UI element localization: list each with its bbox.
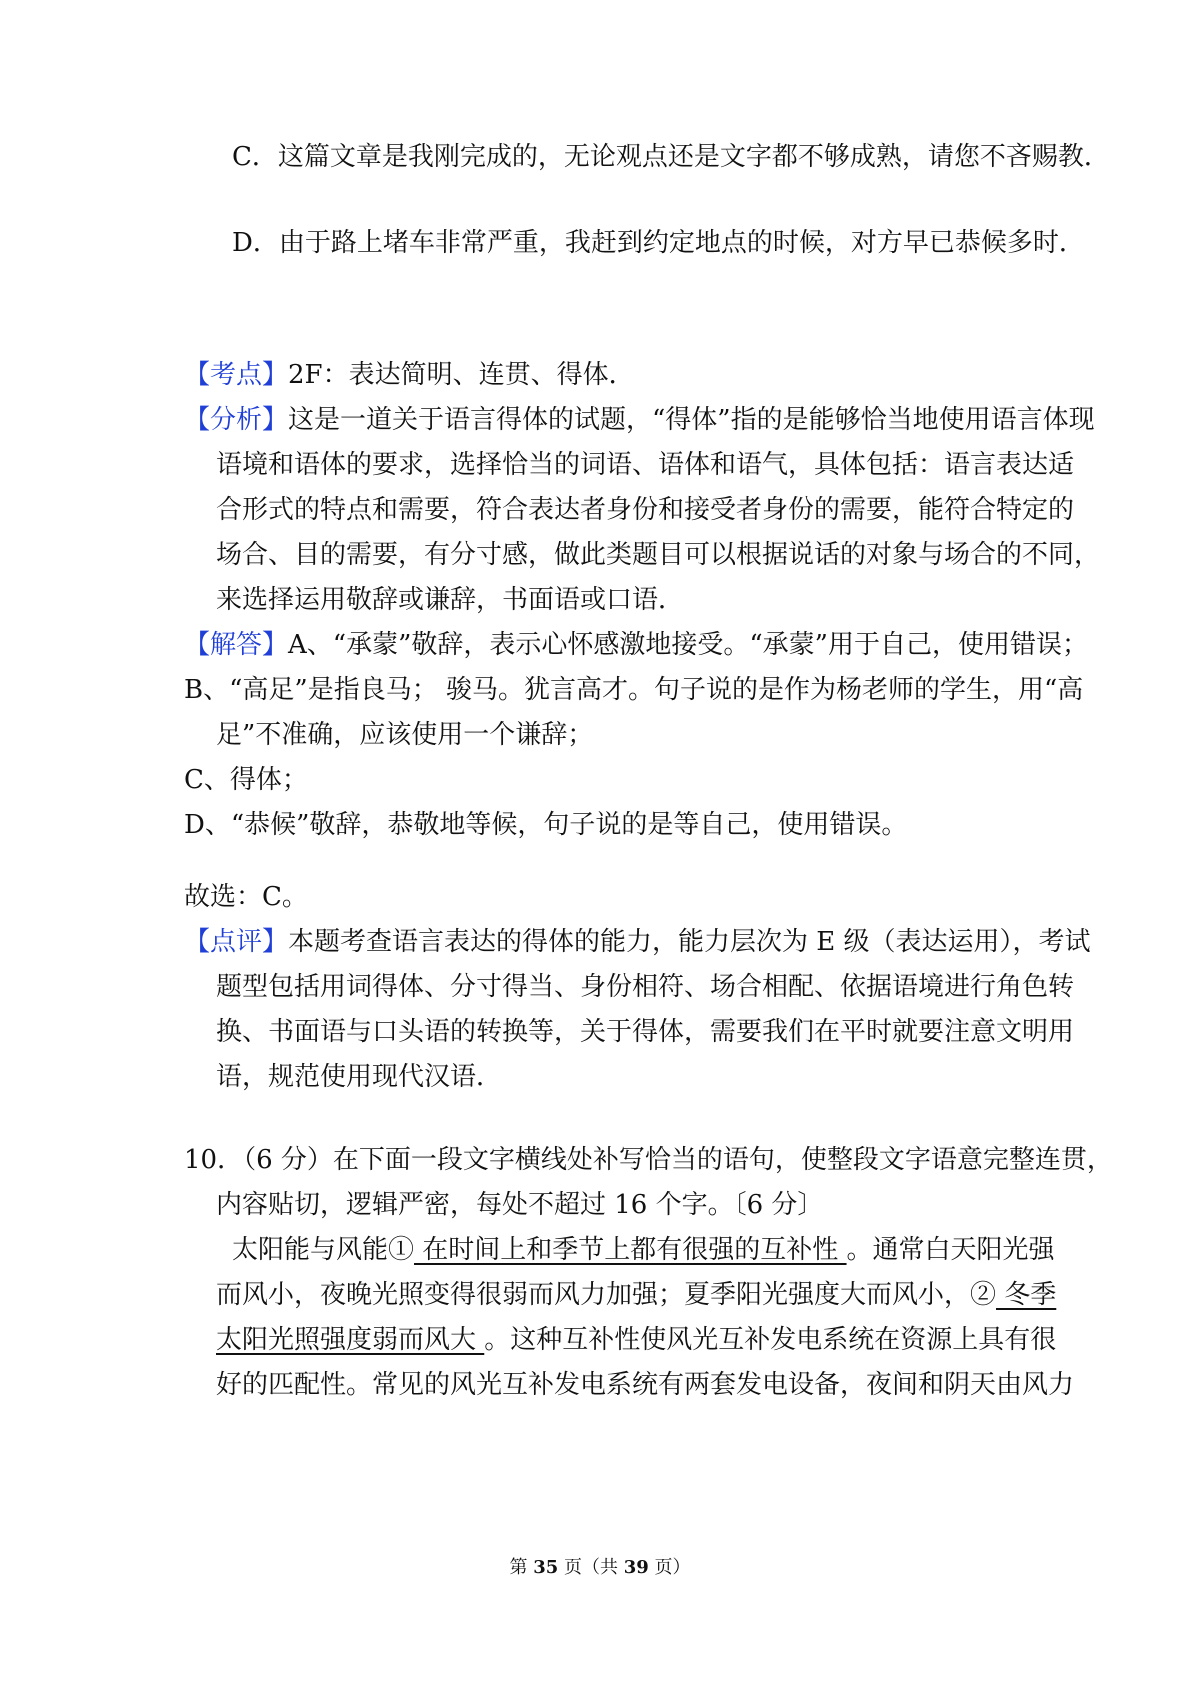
- passage-text-3b: 。这种互补性使风光互补发电系统在资源上具有很: [484, 1325, 1057, 1355]
- dianping-line-4: 语，规范使用现代汉语．: [216, 1062, 503, 1092]
- dianping-line-3: 换、书面语与口头语的转换等，关于得体，需要我们在平时就要注意文明用: [216, 1017, 1075, 1047]
- jieda-line-1: [184, 628, 1088, 662]
- passage-line-1: [232, 1233, 1055, 1267]
- footer-pre: 第: [509, 1557, 534, 1578]
- blank-answer-2-part-2: 太阳光照强度弱而风大: [216, 1325, 485, 1355]
- jieda-line-2: B、“高足”是指良马； 骏马。犹言高才。句子说的是作为杨老师的学生，用“高: [184, 675, 1084, 705]
- jieda-text-1: A、“承蒙”敬辞，表示心怀感激地接受。“承蒙”用于自己，使用错误；: [288, 630, 1088, 660]
- answer-line: 故选：C。: [184, 882, 308, 912]
- current-page-number: 35: [533, 1557, 559, 1578]
- dianping-line-1: [184, 925, 1091, 959]
- footer-post: 页）: [648, 1557, 691, 1578]
- fenxi-line-1: [184, 403, 1095, 437]
- jieda-line-5: D、“恭候”敬辞，恭敬地等候，句子说的是等自己，使用错误。: [184, 810, 908, 840]
- jieda-line-3: 足”不准确，应该使用一个谦辞；: [216, 720, 594, 750]
- fenxi-line-4: 场合、目的需要，有分寸感，做此类题目可以根据说话的对象与场合的不同，: [216, 540, 1101, 570]
- option-d: D．由于路上堵车非常严重，我赶到约定地点的时候，对方早已恭候多时．: [232, 228, 1085, 258]
- fenxi-text-1: 这是一道关于语言得体的试题，“得体”指的是能够恰当地使用语言体现: [288, 405, 1095, 435]
- passage-text-1a: 太阳能与风能①: [232, 1235, 415, 1265]
- blank-answer-1: 在时间上和季节上都有很强的互补性: [414, 1235, 847, 1265]
- kaodian-text: 2F：表达简明、连贯、得体．: [288, 360, 635, 390]
- jieda-line-4: C、得体；: [184, 765, 308, 795]
- passage-text-2a: 而风小，夜晚光照变得很弱而风力加强；夏季阳光强度大而风小，②: [216, 1280, 997, 1310]
- footer-mid: 页（共: [558, 1557, 624, 1578]
- question-10-line-2: 内容贴切，逻辑严密，每处不超过 16 个字。〔6 分〕: [216, 1190, 824, 1220]
- passage-line-3: [216, 1323, 1056, 1357]
- passage-line-4: 好的匹配性。常见的风光互补发电系统有两套发电设备，夜间和阴天由风力: [216, 1370, 1075, 1400]
- passage-line-2: [216, 1278, 1056, 1312]
- question-10-line-1: 10．（6 分）在下面一段文字横线处补写恰当的语句，使整段文字语意完整连贯，: [184, 1145, 1113, 1175]
- fenxi-tag: 【分析】: [184, 405, 289, 435]
- jieda-tag: 【解答】: [184, 630, 289, 660]
- kaodian-tag: 【考点】: [184, 360, 289, 390]
- passage-text-1b: 。通常白天阳光强: [846, 1235, 1055, 1265]
- dianping-line-2: 题型包括用词得体、分寸得当、身份相符、场合相配、依据语境进行角色转: [216, 972, 1075, 1002]
- dianping-tag: 【点评】: [184, 927, 289, 957]
- fenxi-line-5: 来选择运用敬辞或谦辞，书面语或口语．: [216, 585, 685, 615]
- fenxi-line-2: 语境和语体的要求，选择恰当的词语、语体和语气，具体包括：语言表达适: [216, 450, 1075, 480]
- option-c: C．这篇文章是我刚完成的，无论观点还是文字都不够成熟，请您不吝赐教．: [232, 142, 1110, 172]
- blank-answer-2-part-1: 冬季: [996, 1280, 1057, 1310]
- dianping-text-1: 本题考查语言表达的得体的能力，能力层次为 E 级（表达运用），考试: [288, 927, 1091, 957]
- fenxi-line-3: 合形式的特点和需要，符合表达者身份和接受者身份的需要，能符合特定的: [216, 495, 1075, 525]
- total-page-number: 39: [623, 1557, 649, 1578]
- page-footer: [0, 1556, 1200, 1580]
- kaodian-section: [184, 358, 635, 392]
